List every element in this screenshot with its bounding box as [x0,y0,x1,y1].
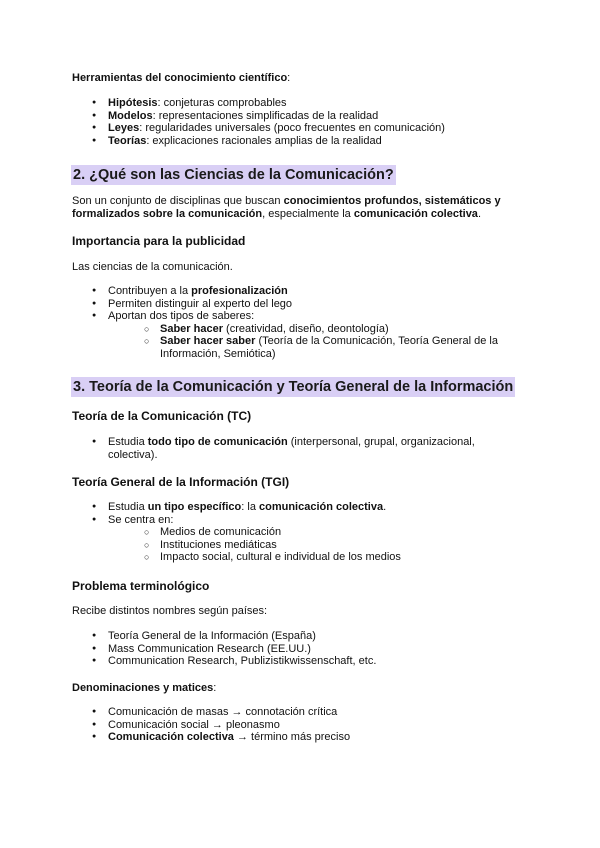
item-text: (Teoría de la Comunicación, Teoría General de la Información, Semiótica) [160,335,498,360]
item-text: Aportan dos tipos de saberes: [108,310,255,323]
list-item: ● Comunicación social → pleonasmo [92,719,512,732]
item-bold: profesionalización [191,285,288,297]
item-bold: todo tipo de comunicación [147,436,288,448]
list-item: ● Teoría General de la Información (España) [92,630,512,643]
item-text: : la [241,501,259,513]
list-item: ● Comunicación de masas → connotación crítica [92,706,512,719]
item-bold: comunicación colectiva [259,501,384,513]
sublist-item [144,323,512,336]
sublist-item [144,335,512,360]
sublist-item: ○ Impacto social, cultural e individual de los medios [144,551,512,564]
list-item [92,501,512,514]
intro-bold: conocimientos profundos, sistemáticos y formalizados sobre la comunicación [72,195,501,220]
problem-list [92,630,512,668]
list-item [92,97,512,110]
tgi-list [92,501,512,564]
item-text: (creatividad, diseño, deontología) [222,322,389,335]
denominations-heading [72,682,522,695]
denominations-heading-colon: : [213,682,217,694]
tc-list [92,436,482,461]
item-text: (interpersonal, grupal, organizacional, colectiva). [108,436,475,461]
item-bold: un tipo específico [147,501,242,513]
section-3-title: 3. Teoría de la Comunicación y Teoría General de la Información [73,379,514,395]
intro-text: , especialmente la [262,208,354,220]
definition: : representaciones simplificadas de la realidad [152,109,379,122]
list-item [92,436,482,461]
list-item [92,135,512,148]
item-bold: Saber hacer saber [160,335,256,348]
tools-heading-colon: : [287,72,291,84]
tc-title: Teoría de la Comunicación (TC) [72,409,252,423]
term: Hipótesis [108,97,158,109]
definition: : regularidades universales (poco frecuentes en comunicación) [139,122,445,135]
sublist [108,323,512,361]
denominations-list [92,706,512,744]
term: Teorías [108,134,147,147]
list-item: ● Communication Research, Publizistikwissenschaft, etc. [92,655,512,668]
term: Leyes [108,122,140,135]
list-item: ● Mass Communication Research (EE.UU.) [92,643,512,656]
list-item [92,122,512,135]
section-2-intro [72,195,512,221]
item-text: Estudia [108,436,148,448]
sublist-item: ○ Medios de comunicación [144,526,512,539]
denominations-heading-text: Denominaciones y matices [72,682,214,694]
list-item [92,731,512,744]
item-text: Permiten distinguir al experto del lego [108,297,293,310]
definition: : explicaciones racionales amplias de la realidad [146,134,382,147]
tools-heading-text: Herramientas del conocimiento científico [72,72,288,84]
section-2-title: 2. ¿Qué son las Ciencias de la Comunicación? [73,167,394,183]
importance-list [92,285,512,361]
importance-lead: Las ciencias de la comunicación. [72,261,233,273]
item-bold: Saber hacer [160,322,223,335]
list-item [92,298,512,311]
intro-bold: comunicación colectiva [353,208,478,220]
intro-text: . [477,208,481,220]
tools-list [92,97,512,147]
list-item [92,514,512,564]
item-text: Estudia [108,501,148,513]
list-item [92,310,512,360]
item-text: . [383,501,387,513]
item-bold: Comunicación colectiva [108,731,234,744]
list-item [92,110,512,123]
tgi-title: Teoría General de la Información (TGI) [72,475,290,489]
intro-text: Son un conjunto de disciplinas que buscan [72,195,284,207]
sublist-item: ○ Instituciones mediáticas [144,539,512,552]
item-text: → término más preciso [233,731,351,744]
term: Modelos [108,109,153,122]
item-text: Contribuyen a la [108,285,192,297]
importance-title: Importancia para la publicidad [72,234,246,248]
problem-title: Problema terminológico [72,579,210,593]
problem-lead: Recibe distintos nombres según países: [72,605,268,617]
list-item [92,285,512,298]
tools-heading [72,72,522,85]
sublist [108,526,512,564]
item-text: Se centra en: [108,513,174,526]
definition: : conjeturas comprobables [157,97,287,109]
